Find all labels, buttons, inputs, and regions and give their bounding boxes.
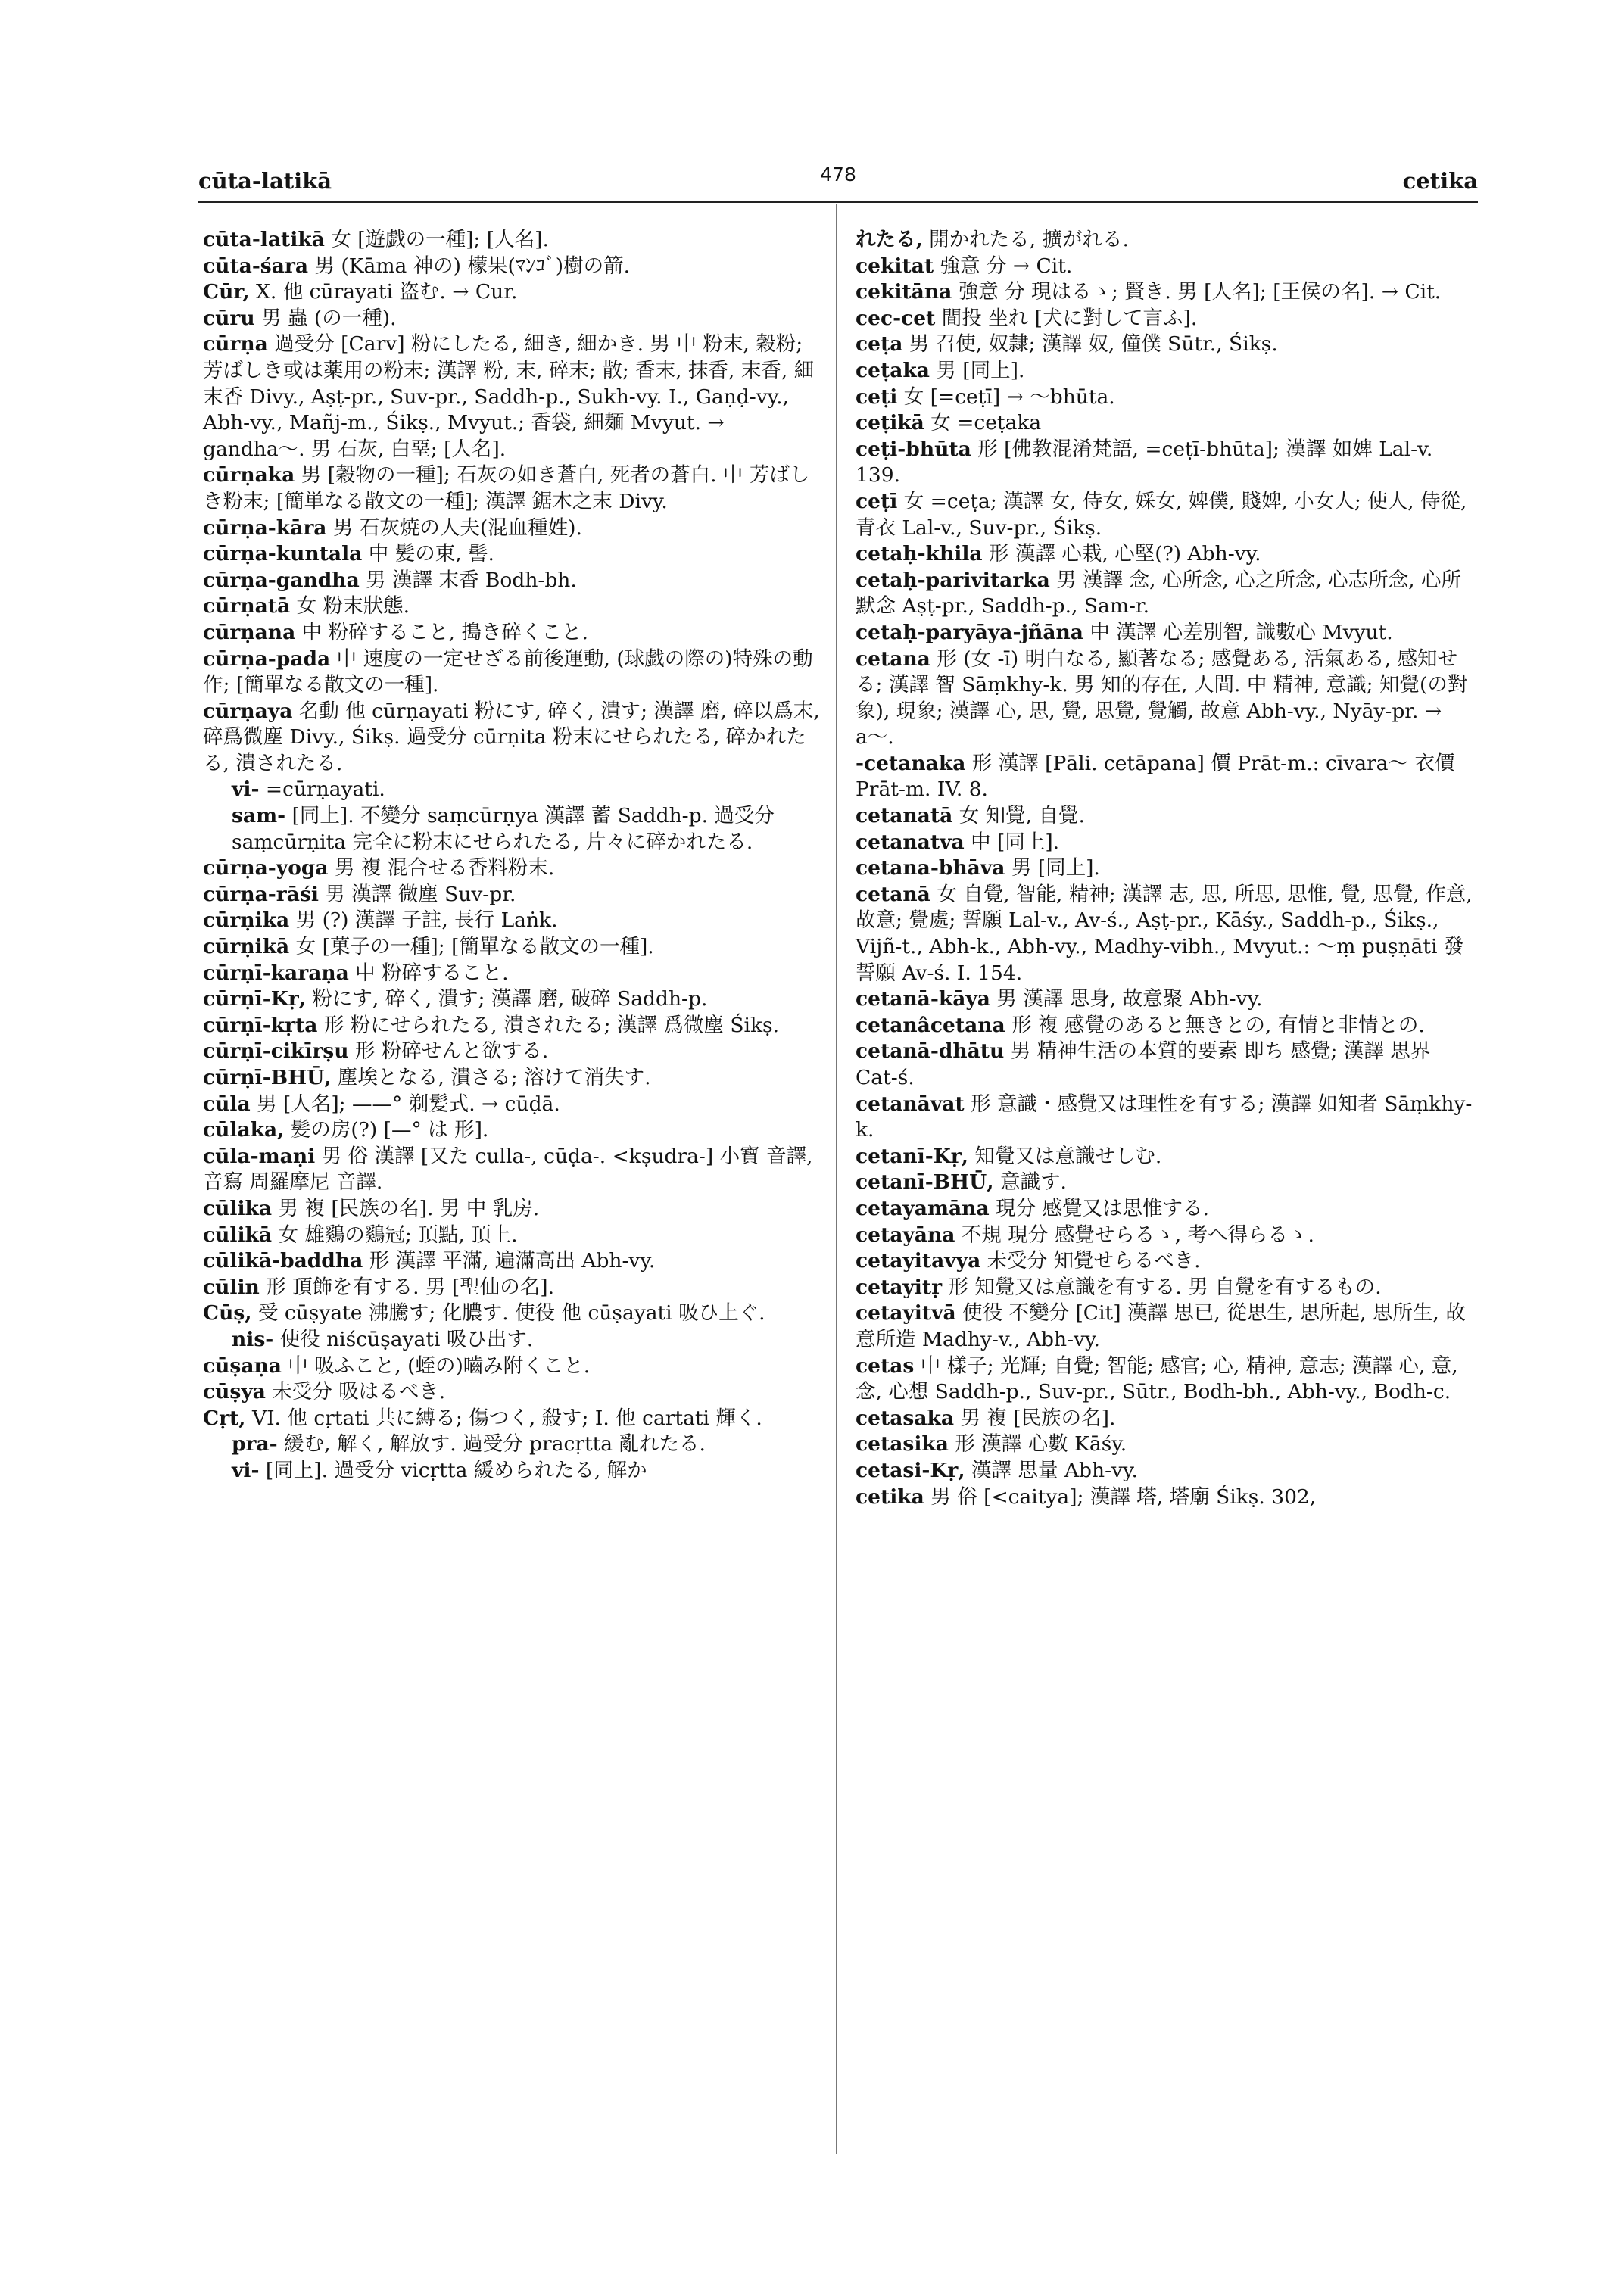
headword: cetayitavya (856, 1249, 981, 1273)
headword: pra- (232, 1432, 278, 1456)
dictionary-entry: cūṣaṇa 中 吸ふこと, (蛭の)嚙み附くこと. (203, 1354, 591, 1378)
headword: cetika (856, 1485, 924, 1509)
headword: Cṛt, (203, 1406, 246, 1430)
dictionary-entry: cūrṇa-kāra 男 石灰焼の人夫(混血種姓). (203, 516, 582, 540)
headword: cūrṇa-pada (203, 646, 331, 671)
dictionary-entry: -cetanaka 形 漢譯 [Pāli. cetāpana] 價 Prāt-m.: cīvara〜 衣價 Prāt-m. IV. 8. (856, 751, 1455, 802)
dictionary-entry: cetayitṛ 形 知覺又は意識を有する. 男 自覺を有するもの. (856, 1275, 1382, 1299)
headword: cec-cet (856, 306, 936, 330)
dictionary-entry: cūṣya 未受分 吸はるべき. (203, 1380, 446, 1404)
dictionary-entry: cec-cet 間投 坐れ [犬に對して言ふ]. (856, 306, 1198, 330)
headword: ceṭa (856, 332, 903, 357)
headword: cūrṇa-rāśi (203, 882, 319, 906)
page-header (198, 164, 1478, 201)
headword: cūrṇī-BHŪ, (203, 1066, 332, 1089)
headword: ceṭikā (856, 411, 924, 435)
dictionary-entry: Cūr, X. 他 cūrayati 盗む. → Cur. (203, 280, 518, 304)
headword: Cūr, (203, 280, 250, 304)
headword: cūlin (203, 1275, 260, 1299)
headword: cekitāna (856, 280, 952, 304)
headword: cūrṇika (203, 908, 290, 933)
headword: cūlikā-baddha (203, 1249, 363, 1273)
headword: nis- (232, 1327, 274, 1351)
headword: cūrṇa-kuntala (203, 542, 363, 566)
headword: cūrṇī-karaṇa (203, 961, 349, 985)
headword: cūrṇa (203, 332, 268, 357)
right-column (856, 227, 1476, 1510)
dictionary-entry: cūrṇana 中 粉碎すること, 搗き碎くこと. (203, 620, 588, 644)
dictionary-entry: cūrṇī-karaṇa 中 粉碎すること. (203, 961, 509, 985)
dictionary-entry: cūlika 男 複 [民族の名]. 男 中 乳房. (203, 1196, 540, 1220)
dictionary-entry: cūla 男 [人名]; ——° 剃髪式. → cūḍā. (203, 1092, 560, 1116)
dictionary-entry: cūrṇa-rāśi 男 漢譯 微塵 Suv-pr. (203, 882, 516, 906)
headword: cūrṇī-kṛta (203, 1013, 318, 1037)
dictionary-entry: cetana 形 (女 -ī) 明白なる, 顯著なる; 感覺ある, 活氣ある, 感知せる; 漢譯 智 Sāṃkhy-k. 男 知的存在, 人間. 中 精神, 意識; 知覺(の對象), 現象; 漢譯 心, 思, 覺, 思覺, 覺觸, 故意 Abh-vy., Nyāy-pr. → a〜. (856, 646, 1468, 749)
dictionary-entry: ceṭi 女 [=ceṭī] → 〜bhūta. (856, 385, 1115, 409)
dictionary-entry: cetanatā 女 知覺, 自覺. (856, 804, 1085, 828)
headword: cetanī-BHŪ, (856, 1170, 994, 1195)
headword: vi- (232, 777, 260, 802)
headword: cūrṇa-kāra (203, 516, 327, 540)
page-number: 478 (820, 164, 856, 185)
dictionary-entry: cūrṇikā 女 [菓子の一種]; [簡單なる散文の一種]. (203, 935, 654, 959)
dictionary-entry: cetanāvat 形 意識・感覺又は理性を有する; 漢譯 如知者 Sāṃkhy-k. (856, 1092, 1473, 1142)
headword: cūla (203, 1092, 251, 1116)
dictionary-entry: cūrṇī-BHŪ, 塵埃となる, 潰さる; 溶けて消失す. (203, 1066, 651, 1089)
dictionary-entry: ceṭī 女 =ceṭa; 漢譯 女, 侍女, 婇女, 婢僕, 賤婢, 小女人; 使人, 侍從, 青衣 Lal-v., Suv-pr., Śikṣ. (856, 489, 1467, 540)
headword: cetaḥ-khila (856, 542, 983, 566)
headword: cūrṇaka (203, 463, 295, 488)
dictionary-entry: cetasi-Kṛ, 漢譯 思量 Abh-vy. (856, 1458, 1138, 1482)
headword: ceṭi-bhūta (856, 437, 971, 461)
dictionary-entry: cūlin 形 頂飾を有する. 男 [聖仙の名]. (203, 1275, 555, 1299)
dictionary-entry: ceṭi-bhūta 形 [佛教混淆梵語, =ceṭī-bhūta]; 漢譯 如婢 Lal-v. 139. (856, 437, 1433, 488)
dictionary-entry: cūlaka, 髪の房(?) [—° は 形]. (203, 1118, 489, 1142)
dictionary-entry: cūrṇa 過受分 [Carv] 粉にしたる, 細き, 細かき. 男 中 粉末, 穀粉; 芳ばしき或は薬用の粉末; 漢譯 粉, 末, 碎末; 散; 香末, 抹香, 末香, 細末香 Divy., Aṣṭ-pr., Suv-pr., Saddh-p., Sukh-vy. I., Gaṇḍ-vy., Abh-vy., Mañj-m., Śikṣ., Mvyut.; 香袋, 細麺 Mvyut. → gandha〜. 男 石灰, 白堊; [人名]. (203, 332, 815, 461)
headword: cūṣya (203, 1380, 266, 1404)
headword: cūrṇa-gandha (203, 568, 360, 592)
headword: ceṭī (856, 489, 898, 513)
headword: cūlikā (203, 1223, 273, 1247)
dictionary-entry: cetayitvā 使役 不變分 [Cit] 漢譯 思已, 從思生, 思所起, 思所生, 故意所造 Madhy-v., Abh-vy. (856, 1301, 1466, 1351)
dictionary-entry: ceṭa 男 召使, 奴隷; 漢譯 奴, 僮僕 Sūtr., Śikṣ. (856, 332, 1278, 357)
dictionary-entry: cūlikā 女 雄鷄の鷄冠; 頂點, 頂上. (203, 1223, 518, 1247)
headword: cetanā-kāya (856, 987, 990, 1011)
headword: cetasika (856, 1432, 949, 1456)
dictionary-entry: cetayāna 不規 現分 感覺せらるゝ, 考へ得らるゝ. (856, 1223, 1314, 1247)
dictionary-entry: sam- [同上]. 不變分 saṃcūrṇya 漢譯 蓄 Saddh-p. 過受分 saṃcūrṇita 完全に粉末にせられたる, 片々に碎かれたる. (232, 804, 775, 854)
dictionary-entry: cūru 男 蟲 (の一種). (203, 306, 397, 330)
dictionary-entry: ceṭikā 女 =ceṭaka (856, 411, 1042, 435)
headword: cūṣaṇa (203, 1354, 282, 1378)
dictionary-entry: cetanā-dhātu 男 精神生活の本質的要素 即ち 感覺; 漢譯 思界 Cat-ś. (856, 1039, 1431, 1089)
headword: cetanī-Kṛ, (856, 1144, 968, 1168)
headword: cetayāna (856, 1223, 955, 1247)
dictionary-entry: cūrṇī-kṛta 形 粉にせられたる, 潰されたる; 漢譯 爲微塵 Śikṣ. (203, 1013, 780, 1037)
headword: cetanâcetana (856, 1013, 1005, 1037)
headword: cekitat (856, 254, 934, 278)
dictionary-entry: cūta-śara 男 (Kāma 神の) 檬果(ﾏﾝｺﾞ)樹の箭. (203, 254, 631, 278)
header-rule (198, 201, 1478, 203)
headword: -cetanaka (856, 751, 966, 775)
headword: cetanā (856, 882, 930, 906)
dictionary-entry: vi- [同上]. 過受分 vicṛtta 緩められたる, 解か (232, 1458, 647, 1482)
dictionary-entry: cūrṇa-gandha 男 漢譯 末香 Bodh-bh. (203, 568, 577, 592)
dictionary-entry: cūrṇaka 男 [穀物の一種]; 石灰の如き蒼白, 死者の蒼白. 中 芳ばしき粉末; [簡単なる散文の一種]; 漢譯 鋸木之末 Divy. (203, 463, 810, 513)
dictionary-entry: Cūṣ, 受 cūṣyate 沸騰す; 化膿す. 使役 他 cūṣayati 吸ひ上ぐ. (203, 1301, 765, 1326)
headword: cetayamāna (856, 1196, 990, 1220)
dictionary-entry: ceṭaka 男 [同上]. (856, 358, 1025, 382)
dictionary-entry: cetanī-Kṛ, 知覺又は意識せしむ. (856, 1144, 1162, 1168)
dictionary-entry: cetanā 女 自覺, 智能, 精神; 漢譯 志, 思, 所思, 思惟, 覺, 思覺, 作意, 故意; 覺處; 誓願 Lal-v., Av-ś., Aṣṭ-pr., Kāśy., Saddh-p., Śikṣ., Vijñ-t., Abh-k., Abh-vy., Madhy-vibh., Mvyut.: 〜ṃ puṣṇāti 發誓願 Av-ś. I. 154. (856, 882, 1473, 985)
dictionary-entry: cūrṇī-Kṛ, 粉にす, 碎く, 潰す; 漢譯 磨, 破碎 Saddh-p. (203, 987, 708, 1011)
dictionary-entry: cetanī-BHŪ, 意識す. (856, 1170, 1067, 1195)
dictionary-entry: pra- 緩む, 解く, 解放す. 過受分 pracṛtta 亂れたる. (232, 1432, 706, 1456)
headword: れたる, (856, 228, 923, 251)
headword: cūrṇana (203, 620, 296, 644)
headword: cūlika (203, 1196, 273, 1220)
dictionary-entry: cetanā-kāya 男 漢譯 思身, 故意聚 Abh-vy. (856, 987, 1263, 1011)
dictionary-entry: cūrṇa-yoga 男 複 混合せる香料粉末. (203, 856, 555, 880)
dictionary-entry: cetasika 形 漢譯 心數 Kāśy. (856, 1432, 1127, 1456)
dictionary-entry: cetayamāna 現分 感覺又は思惟する. (856, 1196, 1209, 1220)
headword: cetaḥ-paryāya-jñāna (856, 620, 1083, 644)
dictionary-entry: cetaḥ-parivitarka 男 漢譯 念, 心所念, 心之所念, 心志所念, 心所默念 Aṣṭ-pr., Saddh-p., Sam-r. (856, 568, 1461, 618)
dictionary-entry: cūrṇī-cikīrṣu 形 粉碎せんと欲する. (203, 1039, 549, 1064)
headword: cetasi-Kṛ, (856, 1458, 965, 1482)
dictionary-entry: cetas 中 樣子; 光輝; 自覺; 智能; 感官; 心, 精神, 意志; 漢譯 心, 意, 念, 心想 Saddh-p., Suv-pr., Sūtr., Bodh-bh., Abh-vy., Bodh-c. (856, 1354, 1458, 1404)
dictionary-entry: vi- =cūrṇayati. (232, 777, 385, 802)
headword: cūlaka, (203, 1118, 285, 1142)
headword: cūrṇī-Kṛ, (203, 987, 306, 1011)
headword: cetanā-dhātu (856, 1039, 1005, 1064)
headword: cetasaka (856, 1406, 955, 1430)
dictionary-entry: cūrṇaya 名動 他 cūrṇayati 粉にす, 碎く, 潰す; 漢譯 磨, 碎以爲末, 碎爲微塵 Divy., Śikṣ. 過受分 cūrṇita 粉末にせられたる, 碎かれたる, 潰されたる. (203, 699, 820, 775)
headword: sam- (232, 804, 286, 828)
column-divider (836, 204, 837, 2154)
headword: cetanatva (856, 830, 965, 854)
headword: cetana-bhāva (856, 856, 1005, 880)
dictionary-entry: cetika 男 俗 [<caitya]; 漢譯 塔, 塔廟 Śikṣ. 302, (856, 1485, 1317, 1509)
headword: ceṭaka (856, 358, 930, 382)
dictionary-entry: cetanâcetana 形 複 感覺のあると無きとの, 有情と非情との. (856, 1013, 1425, 1037)
headword: cūta-latikā (203, 228, 325, 251)
dictionary-entry: Cṛt, VI. 他 cṛtati 共に縛る; 傷つく, 殺す; I. 他 cartati 輝く. (203, 1406, 762, 1430)
dictionary-entry: cetasaka 男 複 [民族の名]. (856, 1406, 1116, 1430)
headword: cetayitṛ (856, 1275, 943, 1299)
headword: cetanatā (856, 804, 953, 828)
dictionary-entry: cūla-maṇi 男 俗 漢譯 [又た culla-, cūḍa-. <kṣudra-] 小寶 音譯, 音寫 周羅摩尼 音譯. (203, 1144, 813, 1195)
headword: cūrṇa-yoga (203, 856, 329, 880)
dictionary-entry: nis- 使役 niścūṣayati 吸ひ出す. (232, 1327, 534, 1351)
headword: cūla-maṇi (203, 1144, 316, 1168)
left-column (203, 227, 828, 1485)
headword: cetayitvā (856, 1301, 956, 1326)
dictionary-entry: cūrṇatā 女 粉末狀態. (203, 594, 410, 618)
dictionary-entry: cūlikā-baddha 形 漢譯 平滿, 遍滿高出 Abh-vy. (203, 1249, 656, 1273)
dictionary-entry: cetayitavya 未受分 知覺せらるべき. (856, 1249, 1201, 1273)
headword: cūta-śara (203, 254, 309, 278)
header-right-guideword: cetika (1402, 168, 1478, 194)
headword: cetas (856, 1354, 915, 1378)
dictionary-entry: cūta-latikā 女 [遊戯の一種]; [人名]. (203, 228, 549, 251)
dictionary-entry: cekitat 強意 分 → Cit. (856, 254, 1073, 278)
dictionary-entry: cekitāna 強意 分 現はるゝ; 賢き. 男 [人名]; [王侯の名]. → Cit. (856, 280, 1442, 304)
headword: cūrṇaya (203, 699, 293, 723)
dictionary-entry: cūrṇika 男 (?) 漢譯 子註, 長行 Laṅk. (203, 908, 558, 933)
dictionary-entry: cūrṇa-kuntala 中 髪の束, 髻. (203, 542, 494, 566)
headword: cetaḥ-parivitarka (856, 568, 1050, 592)
dictionary-entry: cetaḥ-paryāya-jñāna 中 漢譯 心差別智, 識數心 Mvyut. (856, 620, 1393, 644)
headword: ceṭi (856, 385, 898, 409)
headword: cetanāvat (856, 1092, 965, 1116)
dictionary-entry: cetanatva 中 [同上]. (856, 830, 1060, 854)
header-left-guideword: cūta-latikā (198, 168, 332, 194)
headword: cūrṇī-cikīrṣu (203, 1039, 349, 1064)
headword: vi- (232, 1458, 260, 1482)
dictionary-entry: れたる, 開かれたる, 擴がれる. (856, 228, 1129, 251)
dictionary-entry: cetaḥ-khila 形 漢譯 心栽, 心堅(?) Abh-vy. (856, 542, 1261, 566)
dictionary-entry: cetana-bhāva 男 [同上]. (856, 856, 1100, 880)
headword: cetana (856, 646, 930, 671)
headword: cūrṇatā (203, 594, 291, 618)
dictionary-entry: cūrṇa-pada 中 速度の一定せざる前後運動, (球戯の際の)特殊の動作; [簡單なる散文の一種]. (203, 646, 813, 697)
headword: Cūṣ, (203, 1301, 252, 1326)
headword: cūrṇikā (203, 935, 290, 959)
headword: cūru (203, 306, 255, 330)
